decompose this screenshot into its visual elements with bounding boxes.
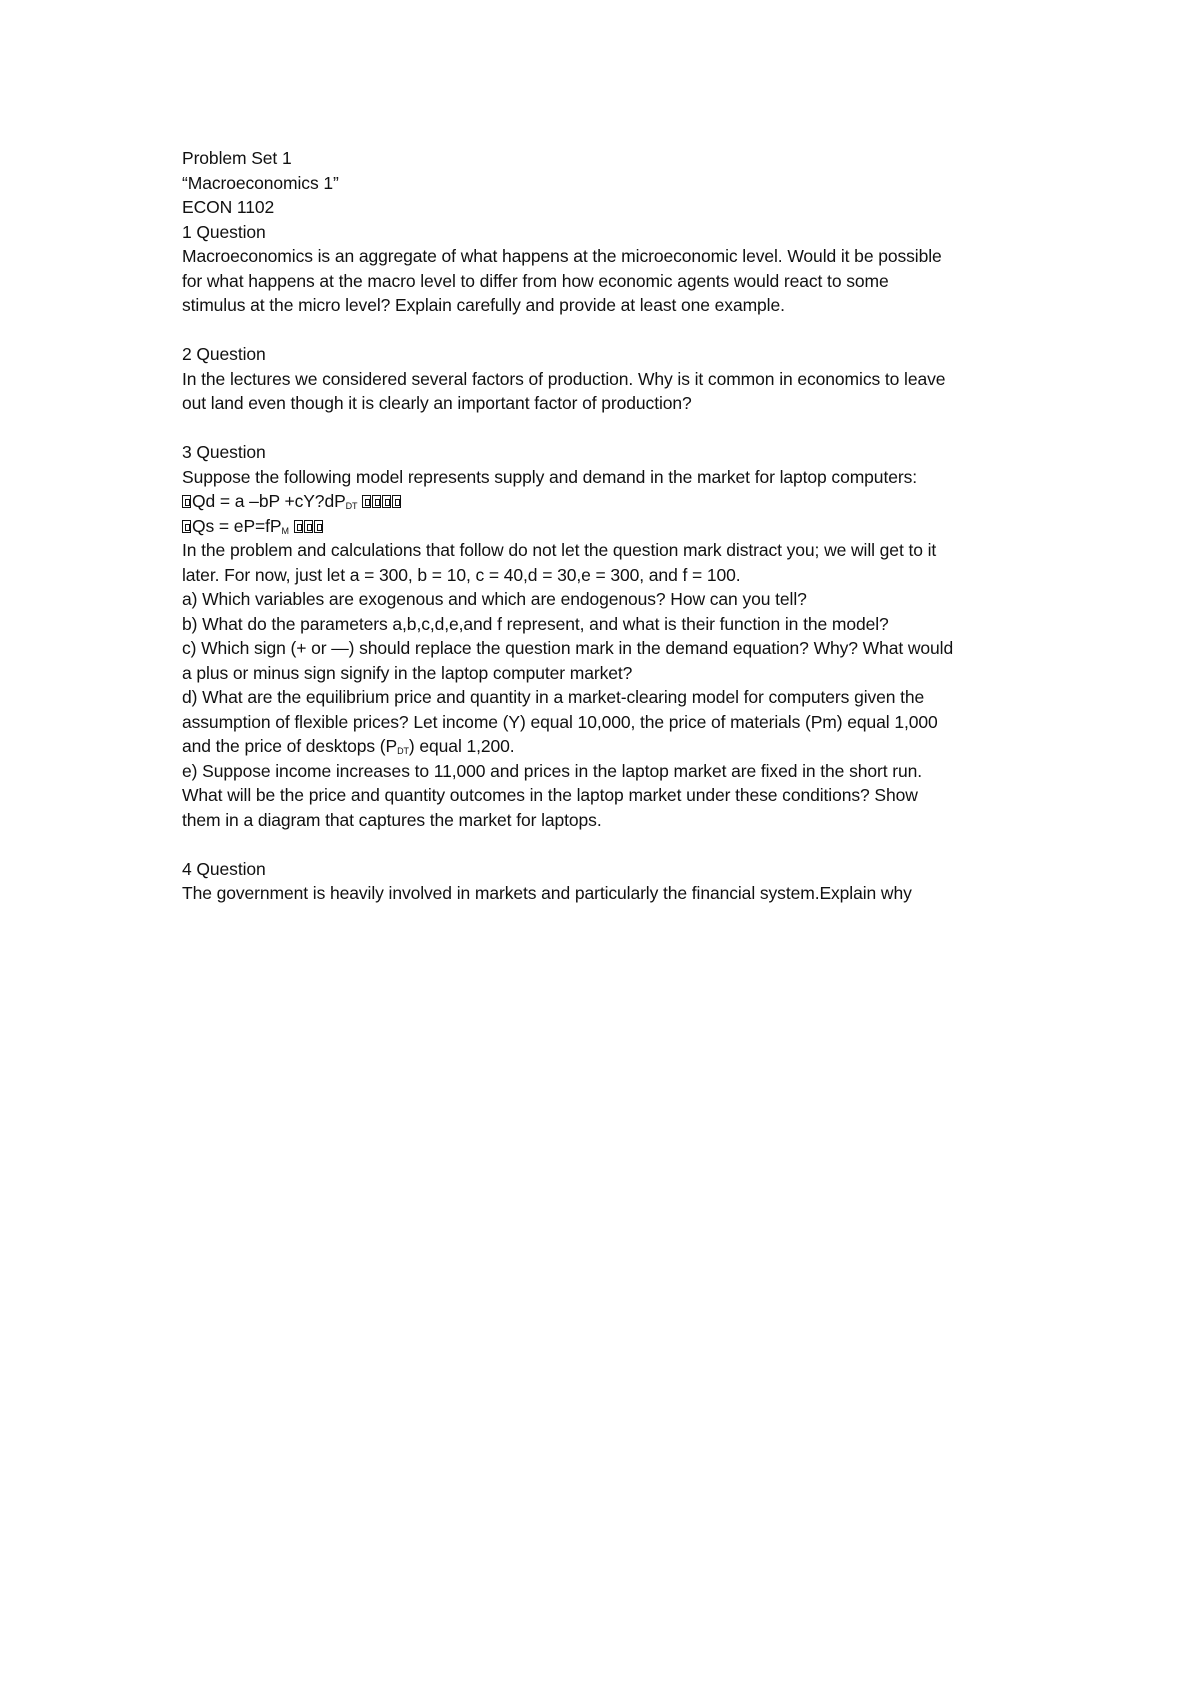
- desktop-line-pre: and the price of desktops (P: [182, 736, 398, 756]
- q3-line: What will be the price and quantity outcomes in the laptop market under these conditions? Show: [182, 785, 918, 805]
- demand-equation-text: Qd = a –bP +cY?dP: [192, 491, 346, 511]
- missing-glyph-icon: [182, 495, 191, 508]
- q1-heading: 1 Question: [182, 221, 266, 242]
- q3-intro: Suppose the following model represents supply and demand in the market for laptop computers:: [182, 466, 917, 487]
- missing-glyph-icon: [182, 520, 191, 533]
- demand-equation: [182, 489, 1062, 514]
- desktop-line-post: ) equal 1,200.: [408, 736, 515, 756]
- paragraph-gap: [182, 318, 1062, 343]
- missing-glyph-icon: [294, 520, 303, 533]
- paragraph-gap: [182, 832, 1062, 857]
- q1-line: Macroeconomics is an aggregate of what happens at the microeconomic level. Would it be possible: [182, 246, 942, 266]
- document-title: Problem Set 1: [182, 148, 292, 168]
- missing-glyph-icon: [382, 495, 391, 508]
- course-name: “Macroeconomics 1”: [182, 172, 339, 193]
- missing-glyph-icon: [372, 495, 381, 508]
- q1-line: stimulus at the micro level? Explain carefully and provide at least one example.: [182, 295, 785, 315]
- course-code: ECON 1102: [182, 197, 275, 217]
- q3-line: e) Suppose income increases to 11,000 and prices in the laptop market are fixed in the short run.: [182, 760, 922, 781]
- document-body: [182, 146, 1062, 906]
- q3-line: a plus or minus sign signify in the laptop computer market?: [182, 662, 633, 683]
- supply-equation-text: Qs = eP=fP: [192, 515, 282, 536]
- missing-glyph-icon: [314, 520, 323, 533]
- supply-equation-subscript: M: [281, 525, 289, 536]
- q3-line: d) What are the equilibrium price and quantity in a market-clearing model for computers given the: [182, 687, 925, 707]
- q1-line: for what happens at the macro level to differ from how economic agents would react to some: [182, 270, 889, 291]
- missing-glyph-icon: [362, 495, 371, 508]
- desktop-line-subscript: DT: [397, 746, 409, 756]
- q3-line: them in a diagram that captures the market for laptops.: [182, 809, 602, 830]
- q2-line: In the lectures we considered several factors of production. Why is it common in economics to leave: [182, 368, 946, 389]
- q3-line: b) What do the parameters a,b,c,d,e,and f represent, and what is their function in the model?: [182, 613, 889, 634]
- q3-line: In the problem and calculations that follow do not let the question mark distract you; we will get to it: [182, 540, 937, 560]
- q3-line: a) Which variables are exogenous and which are endogenous? How can you tell?: [182, 589, 807, 609]
- paragraph-gap: [182, 416, 1062, 441]
- missing-glyph-icon: [392, 495, 401, 508]
- q3-desktop-line: [182, 734, 1062, 759]
- q3-line: assumption of flexible prices? Let income (Y) equal 10,000, the price of materials (Pm) equal 1,000: [182, 711, 938, 732]
- q2-line: out land even though it is clearly an important factor of production?: [182, 393, 692, 413]
- supply-equation: [182, 514, 1062, 539]
- q3-line: c) Which sign (+ or —) should replace the question mark in the demand equation? Why? What would: [182, 638, 954, 658]
- q4-line: The government is heavily involved in markets and particularly the financial system.Explain why: [182, 883, 912, 903]
- q3-heading: 3 Question: [182, 442, 266, 462]
- q3-line: later. For now, just let a = 300, b = 10, c = 40,d = 30,e = 300, and f = 100.: [182, 564, 741, 585]
- demand-equation-subscript: DT: [345, 501, 358, 511]
- missing-glyph-icon: [304, 520, 313, 533]
- q4-heading: 4 Question: [182, 858, 266, 879]
- q2-heading: 2 Question: [182, 344, 266, 364]
